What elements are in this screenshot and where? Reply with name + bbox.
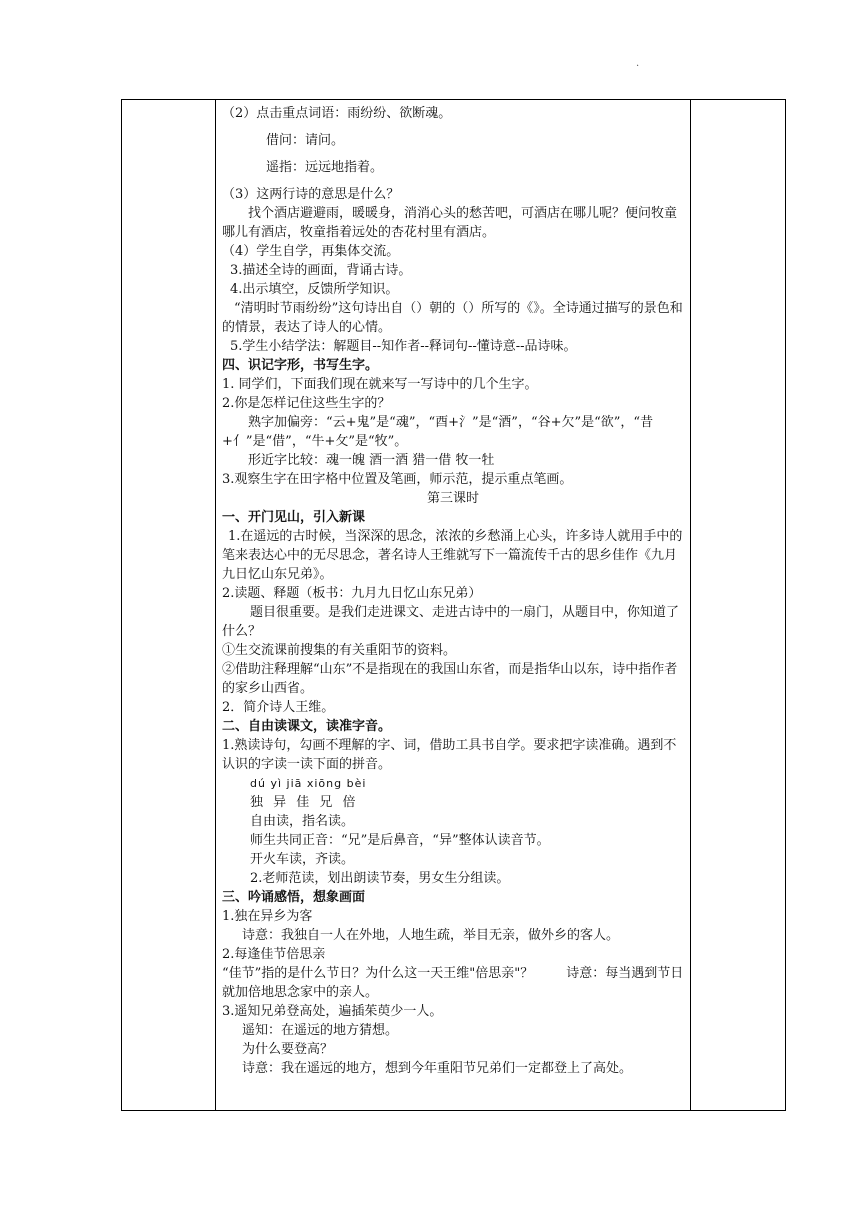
- text-line: 3.遥知兄弟登高处，遍插茱萸少一人。: [222, 1004, 443, 1019]
- text-line: 师生共同正音：“兄”是后鼻音，“异”整体认读音节。: [250, 833, 550, 848]
- pinyin-line: dú yì jiā xiōng bèi: [250, 777, 367, 790]
- text-line: 题目很重要。是我们走进课文、走进古诗中的一扇门，从题目中，你知道了什么？: [222, 605, 680, 639]
- lesson-table: [121, 99, 786, 1111]
- text-line: 1.熟读诗句，勾画不理解的字、词，借助工具书自学。要求把字读准确。遇到不认识的字读一读下面的拼音。: [222, 738, 677, 772]
- text-line: 2.每逢佳节倍思亲: [222, 947, 326, 962]
- text-line: 2.老师范读，划出朗读节奏，男女生分组读。: [250, 871, 510, 886]
- text-line: 5.学生小结学法：解题目--知作者--释词句--懂诗意--品诗味。: [230, 339, 577, 354]
- text-line: 遥知：在遥远的地方猜想。: [242, 1023, 399, 1038]
- lesson-content: [216, 100, 690, 1078]
- text-line: 借问：请问。: [266, 133, 345, 148]
- text-line: 熟字加偏旁：“云+鬼”是“魂”，“酉+氵”是“酒”，“谷+欠”是“欲”，“昔+亻”是“借”，“牛+攵”是“牧”。: [222, 415, 654, 449]
- text-line: 1. 同学们，下面我们现在就来写一写诗中的几个生字。: [222, 377, 538, 392]
- content-cell: [216, 100, 691, 1111]
- lesson-heading: 第三课时: [426, 491, 479, 506]
- text-line: 4.出示填空，反馈所学知识。: [230, 282, 399, 297]
- text-line: 1.独在异乡为客: [222, 909, 313, 924]
- text-line: 为什么要登高？: [242, 1042, 334, 1057]
- text-line: 开火车读，齐读。: [250, 852, 355, 867]
- text-line: 2．简介诗人王维。: [222, 700, 335, 715]
- section-heading: 三、吟诵感悟，想象画面: [222, 890, 366, 905]
- text-line: 诗意：我在遥远的地方，想到今年重阳节兄弟们一定都登上了高处。: [242, 1061, 633, 1076]
- text-line: 3.描述全诗的画面，背诵古诗。: [230, 263, 412, 278]
- text-line: ①生交流课前搜集的有关重阳节的资料。: [222, 643, 457, 658]
- text-line: 遥指：远远地指着。: [266, 160, 384, 175]
- text-line: （2）点击重点词语：雨纷纷、欲断魂。: [222, 106, 452, 121]
- text-line: 自由读，指名读。: [250, 814, 355, 829]
- text-line: 2.读题、释题（板书：九月九日忆山东兄弟）: [222, 586, 482, 601]
- text-line: ②借助注释理解“山东”不是指现在的我国山东省，而是指华山以东，诗中指作者的家乡山西省。: [222, 662, 678, 696]
- text-line: 独 异 佳 兄 倍: [250, 795, 356, 810]
- text-line: 形近字比较：魂一魄 酒一酒 猎一借 牧一牡: [248, 453, 495, 468]
- text-line: 2.你是怎样记住这些生字的？: [222, 396, 391, 411]
- text-line: 1.在遥远的古时候，当深深的思念，浓浓的乡愁涌上心头，许多诗人就用手中的笔来表达心中的无尽思念，著名诗人王维就写下一篇流传千古的思乡佳作《九月九日忆山东兄弟》。: [222, 529, 683, 582]
- page-mark: .: [636, 58, 640, 69]
- section-heading: 二、自由读课文，读准字音。: [222, 719, 392, 734]
- text-line: “清明时节雨纷纷”这句诗出自（）朝的（）所写的《》。全诗通过描写的景色和的情景，表达了诗人的心情。: [222, 301, 683, 335]
- text-line: （4）学生自学，再集体交流。: [222, 244, 400, 259]
- section-heading: 四、识记字形，书写生字。: [222, 358, 379, 373]
- right-column-cell: [691, 100, 786, 1111]
- text-line: “佳节”指的是什么节日？为什么这一天王维"倍思亲"？ 诗意：每当遇到节日就加倍地思念家中的亲人。: [222, 966, 684, 1000]
- text-line: 诗意：我独自一人在外地，人地生疏，举目无亲，做外乡的客人。: [242, 928, 620, 943]
- text-line: 找个酒店避避雨，暖暖身，消消心头的愁苦吧，可酒店在哪儿呢？便问牧童哪儿有酒店，牧童指着远处的杏花村里有酒店。: [222, 206, 678, 240]
- section-heading: 一、开门见山，引入新课: [222, 510, 366, 525]
- text-line: （3）这两行诗的意思是什么？: [222, 187, 400, 202]
- left-column-cell: [122, 100, 216, 1111]
- text-line: 3.观察生字在田字格中位置及笔画，师示范，提示重点笔画。: [222, 472, 573, 487]
